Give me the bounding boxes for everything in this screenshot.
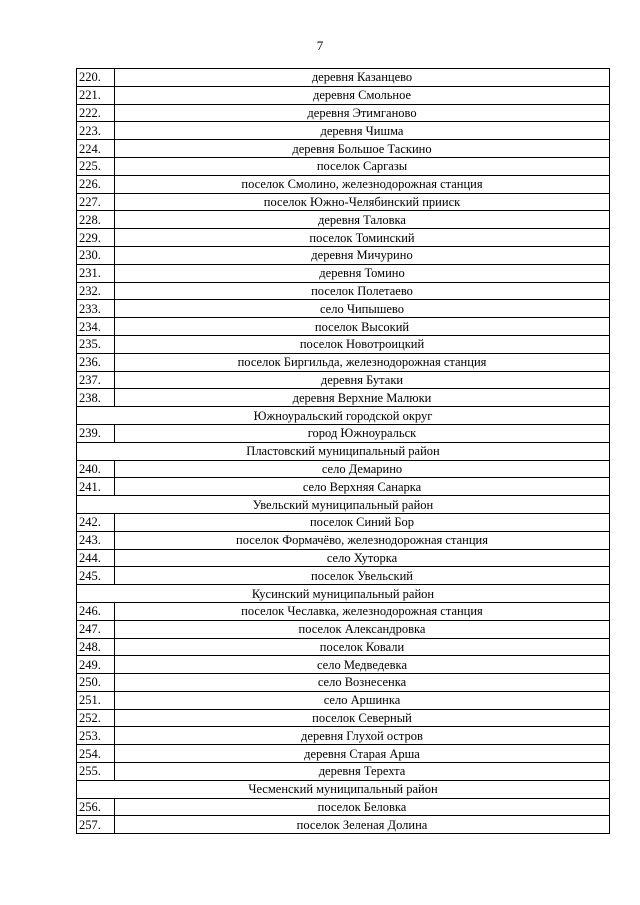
section-title: Кусинский муниципальный район	[77, 585, 610, 603]
row-number: 245.	[77, 567, 115, 585]
table-body	[77, 69, 610, 834]
row-number: 242.	[77, 513, 115, 531]
settlement-name: поселок Ковали	[115, 638, 610, 656]
table-row	[77, 282, 610, 300]
settlement-name: поселок Новотроицкий	[115, 335, 610, 353]
table-row	[77, 424, 610, 442]
table-row	[77, 86, 610, 104]
row-number: 254.	[77, 745, 115, 763]
table-row	[77, 335, 610, 353]
row-number: 232.	[77, 282, 115, 300]
table-row	[77, 246, 610, 264]
section-header-row	[77, 442, 610, 460]
section-header-row	[77, 407, 610, 425]
row-number: 233.	[77, 300, 115, 318]
table-row	[77, 318, 610, 336]
row-number: 249.	[77, 656, 115, 674]
table-row	[77, 567, 610, 585]
table-row	[77, 513, 610, 531]
settlement-name: деревня Верхние Малюки	[115, 389, 610, 407]
settlement-name: поселок Александровка	[115, 620, 610, 638]
table-row	[77, 638, 610, 656]
settlement-name: село Демарино	[115, 460, 610, 478]
table-row	[77, 656, 610, 674]
settlement-name: поселок Северный	[115, 709, 610, 727]
row-number: 246.	[77, 602, 115, 620]
row-number: 255.	[77, 763, 115, 781]
table-row	[77, 531, 610, 549]
row-number: 253.	[77, 727, 115, 745]
row-number: 251.	[77, 691, 115, 709]
settlement-name: деревня Таловка	[115, 211, 610, 229]
settlement-name: поселок Высокий	[115, 318, 610, 336]
settlement-name: поселок Увельский	[115, 567, 610, 585]
section-header-row	[77, 496, 610, 514]
row-number: 234.	[77, 318, 115, 336]
table-row	[77, 300, 610, 318]
section-header-row	[77, 585, 610, 603]
settlement-name: деревня Бутаки	[115, 371, 610, 389]
table-row	[77, 264, 610, 282]
table-row	[77, 745, 610, 763]
settlement-name: деревня Старая Арша	[115, 745, 610, 763]
table-row	[77, 691, 610, 709]
row-number: 226.	[77, 175, 115, 193]
row-number: 244.	[77, 549, 115, 567]
settlement-name: поселок Чеславка, железнодорожная станция	[115, 602, 610, 620]
table-row	[77, 104, 610, 122]
settlement-name: поселок Биргильда, железнодорожная станция	[115, 353, 610, 371]
settlement-name: село Аршинка	[115, 691, 610, 709]
row-number: 252.	[77, 709, 115, 727]
settlement-name: поселок Полетаево	[115, 282, 610, 300]
table-row	[77, 193, 610, 211]
table-row	[77, 389, 610, 407]
settlement-name: поселок Синий Бор	[115, 513, 610, 531]
table-row	[77, 763, 610, 781]
row-number: 231.	[77, 264, 115, 282]
settlement-name: деревня Смольное	[115, 86, 610, 104]
table-row	[77, 460, 610, 478]
settlement-name: село Медведевка	[115, 656, 610, 674]
section-title: Южноуральский городской округ	[77, 407, 610, 425]
table-row	[77, 69, 610, 87]
table-row	[77, 371, 610, 389]
table-row	[77, 816, 610, 834]
settlement-name: поселок Зеленая Долина	[115, 816, 610, 834]
settlement-name: поселок Саргазы	[115, 157, 610, 175]
table-row	[77, 620, 610, 638]
row-number: 238.	[77, 389, 115, 407]
row-number: 230.	[77, 246, 115, 264]
table-row	[77, 709, 610, 727]
settlement-name: деревня Мичурино	[115, 246, 610, 264]
row-number: 247.	[77, 620, 115, 638]
table-row	[77, 175, 610, 193]
table-row	[77, 727, 610, 745]
row-number: 237.	[77, 371, 115, 389]
table-row	[77, 157, 610, 175]
settlement-name: деревня Терехта	[115, 763, 610, 781]
row-number: 239.	[77, 424, 115, 442]
row-number: 224.	[77, 140, 115, 158]
table-row	[77, 602, 610, 620]
row-number: 241.	[77, 478, 115, 496]
settlement-name: село Вознесенка	[115, 674, 610, 692]
settlement-name: деревня Глухой остров	[115, 727, 610, 745]
settlement-name: поселок Южно-Челябинский прииск	[115, 193, 610, 211]
row-number: 222.	[77, 104, 115, 122]
row-number: 225.	[77, 157, 115, 175]
table-row	[77, 549, 610, 567]
settlements-table	[76, 68, 610, 834]
row-number: 236.	[77, 353, 115, 371]
settlement-name: деревня Томино	[115, 264, 610, 282]
row-number: 221.	[77, 86, 115, 104]
row-number: 235.	[77, 335, 115, 353]
settlement-name: село Верхняя Санарка	[115, 478, 610, 496]
settlement-name: поселок Смолино, железнодорожная станция	[115, 175, 610, 193]
row-number: 256.	[77, 798, 115, 816]
settlement-name: деревня Этимганово	[115, 104, 610, 122]
settlement-name: деревня Казанцево	[115, 69, 610, 87]
table-row	[77, 478, 610, 496]
row-number: 223.	[77, 122, 115, 140]
section-title: Пластовский муниципальный район	[77, 442, 610, 460]
page-number: 7	[316, 38, 324, 53]
section-title: Увельский муниципальный район	[77, 496, 610, 514]
table-row	[77, 798, 610, 816]
table-row	[77, 211, 610, 229]
row-number: 243.	[77, 531, 115, 549]
settlement-name: город Южноуральск	[115, 424, 610, 442]
table-row	[77, 674, 610, 692]
settlement-name: село Чипышево	[115, 300, 610, 318]
settlement-name: деревня Большое Таскино	[115, 140, 610, 158]
section-title: Чесменский муниципальный район	[77, 780, 610, 798]
row-number: 228.	[77, 211, 115, 229]
row-number: 240.	[77, 460, 115, 478]
table-row	[77, 229, 610, 247]
settlement-name: поселок Беловка	[115, 798, 610, 816]
row-number: 229.	[77, 229, 115, 247]
row-number: 248.	[77, 638, 115, 656]
row-number: 227.	[77, 193, 115, 211]
table-row	[77, 122, 610, 140]
settlement-name: село Хуторка	[115, 549, 610, 567]
settlement-name: деревня Чишма	[115, 122, 610, 140]
row-number: 220.	[77, 69, 115, 87]
settlement-name: поселок Томинский	[115, 229, 610, 247]
table-row	[77, 353, 610, 371]
row-number: 250.	[77, 674, 115, 692]
section-header-row	[77, 780, 610, 798]
row-number: 257.	[77, 816, 115, 834]
settlement-name: поселок Формачёво, железнодорожная станция	[115, 531, 610, 549]
table-row	[77, 140, 610, 158]
